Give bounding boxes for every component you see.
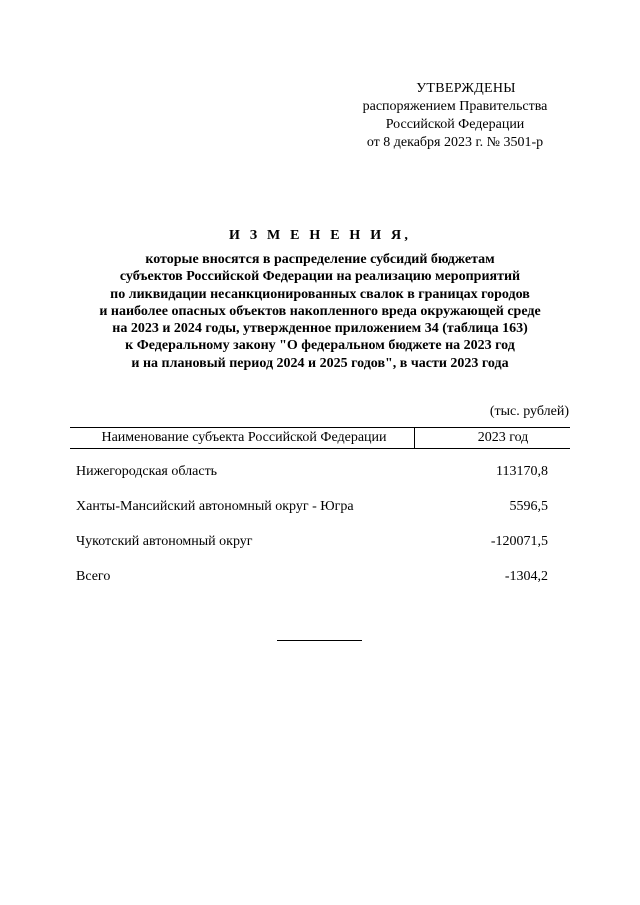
- approval-line: Российской Федерации: [385, 117, 525, 132]
- table-row: [76, 464, 570, 484]
- table-row: [76, 534, 570, 554]
- approval-title: УТВЕРЖДЕНЫ: [416, 81, 516, 96]
- column-header-name: Наименование субъекта Российской Федерации: [101, 430, 387, 445]
- heading-line: к Федеральному закону "О федеральном бюджете на 2023 год: [125, 338, 515, 354]
- row-name: Чукотский автономный округ: [76, 534, 253, 549]
- row-value: 113170,8: [496, 464, 548, 479]
- heading-line: по ликвидации несанкционированных свалок в границах городов: [110, 286, 530, 302]
- approval-block: [340, 80, 570, 152]
- approval-line: распоряжением Правительства: [362, 99, 548, 114]
- column-divider: [414, 428, 415, 448]
- heading-line: которые вносятся в распределение субсидий бюджетам: [145, 252, 495, 267]
- units-label: (тыс. рублей): [489, 404, 569, 419]
- table-row-total: [76, 569, 570, 589]
- row-value: 5596,5: [509, 499, 548, 514]
- document-heading: [40, 227, 600, 372]
- heading-line: субъектов Российской Федерации на реализацию мероприятий: [119, 269, 521, 285]
- row-name: Нижегородская область: [76, 464, 218, 479]
- table-header: [70, 427, 570, 449]
- row-name: Ханты-Мансийский автономный округ - Югра: [76, 499, 354, 514]
- approval-line: от 8 декабря 2023 г. № 3501-р: [366, 135, 544, 150]
- row-name: Всего: [76, 569, 111, 584]
- heading-line: и наиболее опасных объектов накопленного вреда окружающей среде: [99, 303, 541, 319]
- row-value: -1304,2: [504, 569, 548, 584]
- table-row: [76, 499, 570, 519]
- heading-line: на 2023 и 2024 годы, утвержденное приложением 34 (таблица 163): [112, 321, 528, 337]
- heading-line: и на плановый период 2024 и 2025 годов", в части 2023 года: [131, 355, 509, 371]
- heading-title: И З М Е Н Е Н И Я,: [228, 228, 412, 243]
- end-divider: [277, 640, 362, 641]
- column-header-year: 2023 год: [477, 430, 529, 445]
- row-value: -120071,5: [490, 534, 548, 549]
